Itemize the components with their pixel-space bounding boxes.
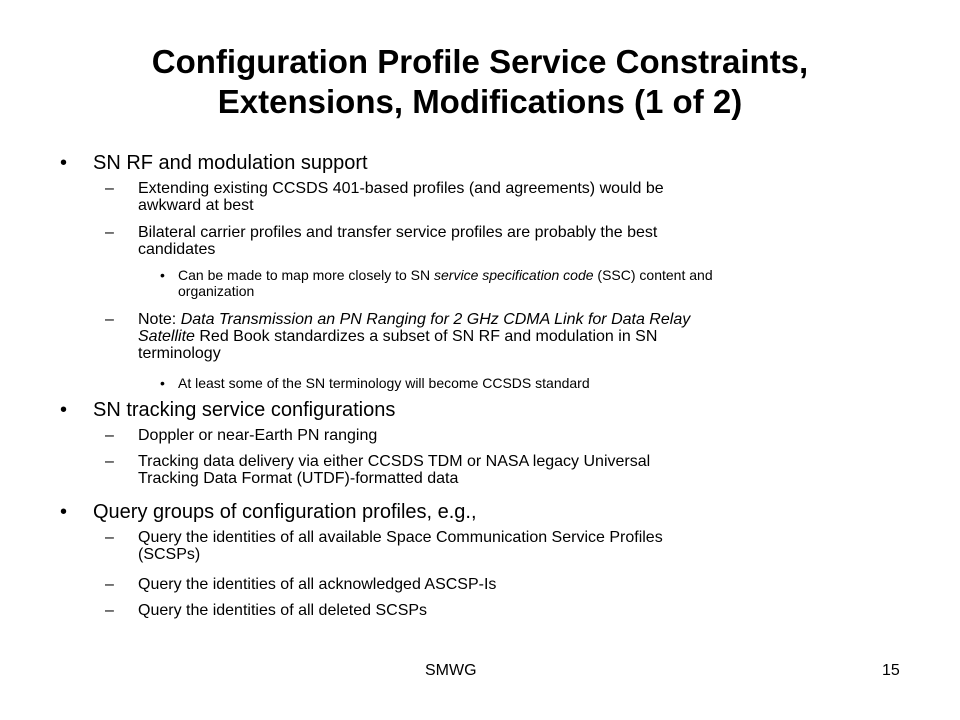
sub-bullet-text [138, 180, 878, 214]
sub-bullet-text [138, 529, 878, 563]
dash-marker: – [105, 311, 114, 328]
sub-bullet-text [138, 224, 878, 258]
dash-marker: – [105, 427, 114, 444]
text-run-italic: Data Transmission an PN Ranging for 2 GHz CDMA Link for Data Relay [180, 311, 691, 328]
bullet-marker: • [60, 152, 68, 174]
slide-number: 15 [882, 662, 900, 679]
dash-marker: – [105, 529, 114, 546]
sub-sub-bullet-text: At least some of the SN terminology will become CCSDS standard [178, 375, 590, 391]
dash-marker: – [105, 602, 114, 619]
text-run-italic: service specification code [434, 267, 594, 283]
bullet-text: SN tracking service configurations [93, 399, 396, 421]
bullet-text: SN RF and modulation support [93, 152, 368, 174]
text-run-italic: Satellite [138, 328, 195, 345]
dash-marker: – [105, 224, 114, 241]
line: Bilateral carrier profiles and transfer service profiles are probably the best [138, 224, 658, 241]
text-run: Red Book standardizes a subset of SN RF and modulation in SN [194, 328, 658, 345]
sub-sub-bullet-text [178, 267, 898, 299]
text-run: Note: [138, 311, 181, 328]
bullet-text: Query groups of configuration profiles, e.g., [93, 501, 477, 523]
sub-bullet-text: Query the identities of all acknowledged ASCSP-Is [138, 576, 497, 593]
dash-marker: – [105, 180, 114, 197]
line: terminology [138, 345, 221, 362]
bullet-marker: • [60, 501, 68, 523]
line: Query the identities of all available Space Communication Service Profiles [138, 529, 663, 546]
sub-bullet-text [138, 453, 878, 487]
line: Tracking Data Format (UTDF)-formatted data [138, 470, 459, 487]
dash-marker: – [105, 453, 114, 470]
text-run: (SSC) content and [593, 267, 713, 283]
line: candidates [138, 241, 216, 258]
sub-bullet-text: Doppler or near-Earth PN ranging [138, 427, 378, 444]
footer-group-name: SMWG [425, 662, 477, 679]
bullet-marker: • [60, 399, 68, 421]
sub-bullet-text: Query the identities of all deleted SCSPs [138, 602, 428, 619]
line: Tracking data delivery via either CCSDS TDM or NASA legacy Universal [138, 453, 651, 470]
dash-marker: – [105, 576, 114, 593]
sub-bullet-text [138, 311, 878, 362]
line: Extending existing CCSDS 401-based profiles (and agreements) would be [138, 180, 664, 197]
text-run: Can be made to map more closely to SN [178, 267, 435, 283]
bullet-marker: • [160, 267, 165, 283]
line: (SCSPs) [138, 546, 201, 563]
slide-title-line-2: Extensions, Modifications (1 of 2) [217, 83, 743, 120]
bullet-marker: • [160, 375, 165, 391]
line: awkward at best [138, 197, 254, 214]
slide-title-line-1: Configuration Profile Service Constraints, [151, 43, 809, 80]
line: organization [178, 283, 255, 299]
